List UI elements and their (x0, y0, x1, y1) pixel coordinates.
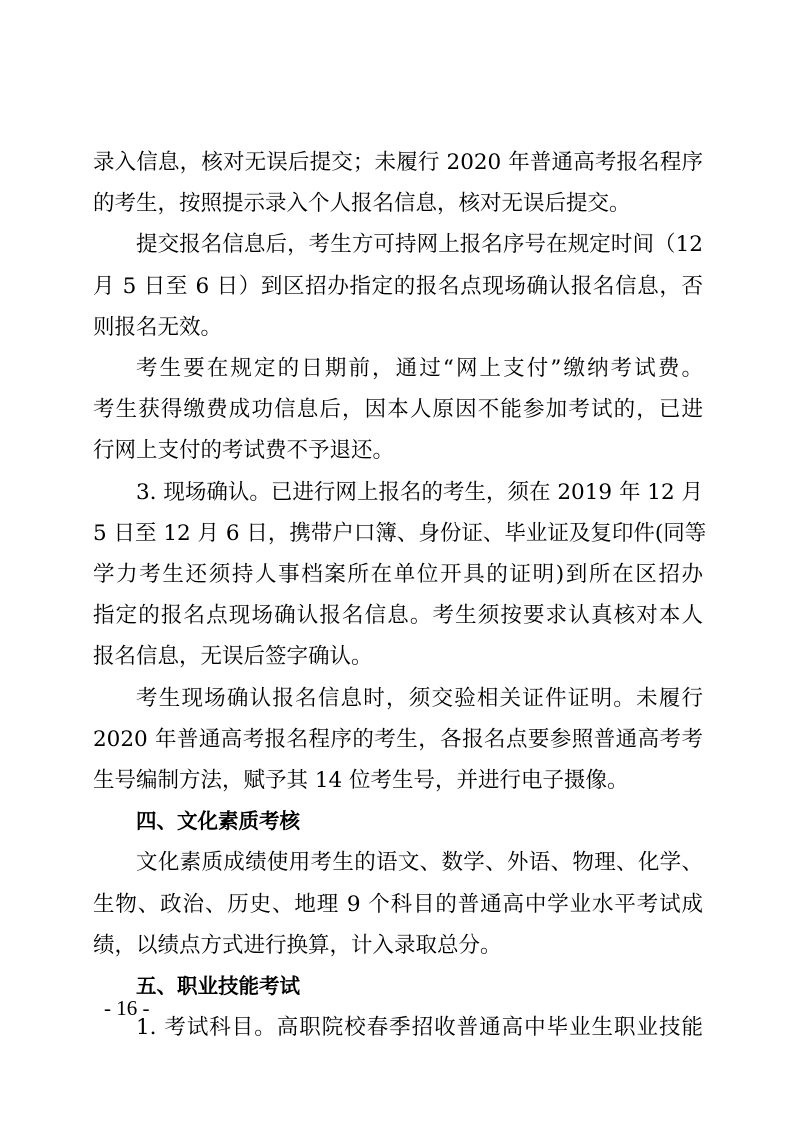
text-line: 月 5 日至 6 日）到区招办指定的报名点现场确认报名信息，否 (93, 273, 703, 299)
text-line: 文化素质成绩使用考生的语文、数学、外语、物理、化学、 (136, 850, 703, 876)
text-line: 则报名无效。 (93, 314, 223, 340)
body-text (93, 142, 707, 1048)
text-line: 考生现场确认报名信息时，须交验相关证件证明。未履行 (136, 685, 703, 711)
page-number: - 16 - (104, 996, 150, 1020)
text-line: 提交报名信息后，考生方可持网上报名序号在规定时间（12 (136, 232, 703, 258)
text-line: 2020 年普通高考报名程序的考生，各报名点要参照普通高考考 (93, 726, 703, 752)
text-line: 5 日至 12 月 6 日，携带户口簿、身份证、毕业证及复印件(同等 (93, 520, 707, 546)
text-line: 指定的报名点现场确认报名信息。考生须按要求认真核对本人 (93, 603, 703, 629)
text-line: 3. 现场确认。已进行网上报名的考生，须在 2019 年 12 月 (136, 479, 703, 505)
text-line: 考生获得缴费成功信息后，因本人原因不能参加考试的，已进 (93, 397, 703, 423)
text-line: 生物、政治、历史、地理 9 个科目的普通高中学业水平考试成 (93, 891, 703, 917)
text-line: 的考生，按照提示录入个人报名信息，核对无误后提交。 (93, 191, 631, 217)
text-line: 生号编制方法，赋予其 14 位考生号，并进行电子摄像。 (93, 768, 629, 794)
text-line: 绩，以绩点方式进行换算，计入录取总分。 (93, 932, 502, 958)
text-line: 学力考生还须持人事档案所在单位开具的证明)到所在区招办 (93, 562, 703, 588)
text-line: 考生要在规定的日期前，通过“网上支付”缴纳考试费。 (136, 356, 703, 382)
text-line: 报名信息，无误后签字确认。 (93, 644, 373, 670)
text-line: 录入信息，核对无误后提交；未履行 2020 年普通高考报名程序 (93, 150, 703, 175)
section-heading: 五、职业技能考试 (136, 974, 300, 999)
section-heading: 四、文化素质考核 (136, 809, 300, 834)
text-line: 行网上支付的考试费不予退还。 (93, 438, 395, 464)
text-line: 1. 考试科目。高职院校春季招收普通高中毕业生职业技能 (136, 1015, 703, 1041)
